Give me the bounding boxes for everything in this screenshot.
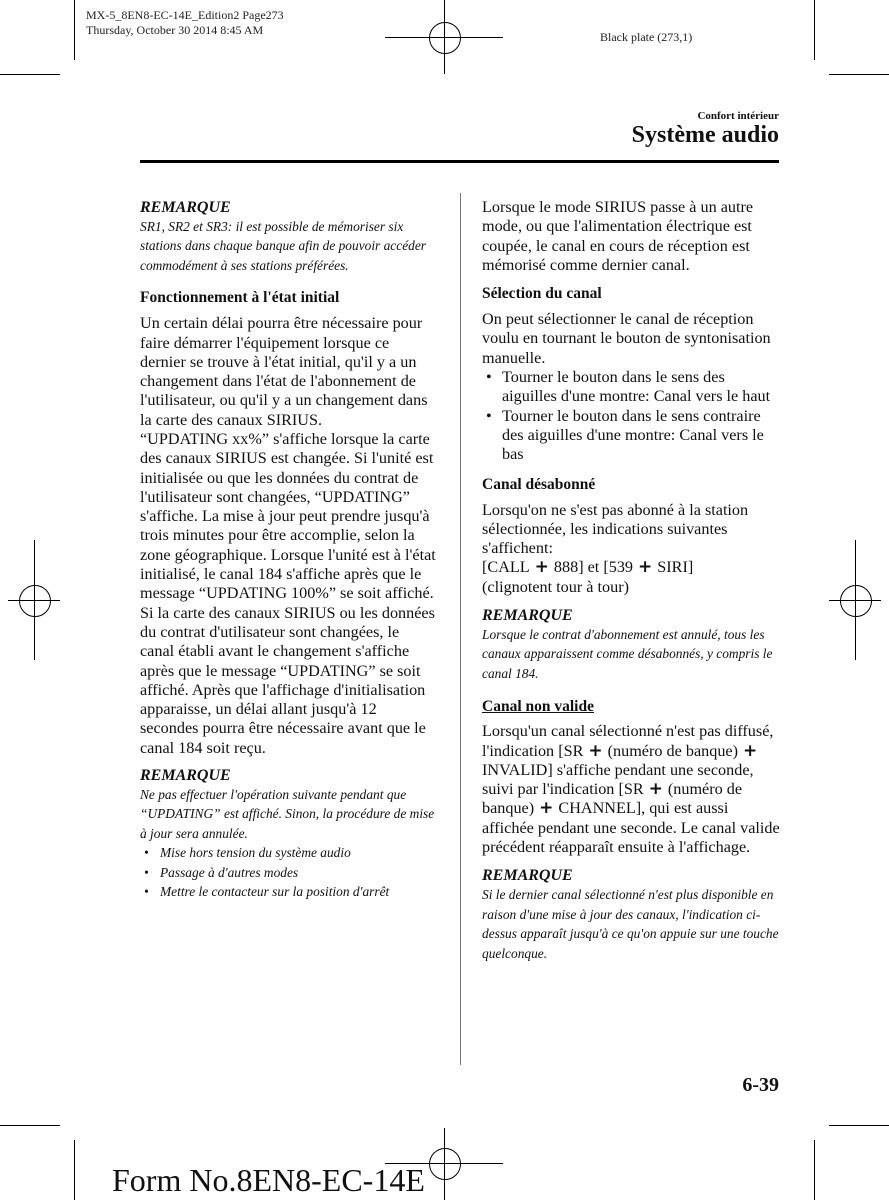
note-heading: REMARQUE <box>140 199 231 216</box>
channel-selection-text: On peut sélectionner le canal de réception voulu en tournant le bouton de syntonisation manuelle. <box>482 310 771 367</box>
note-text: SR1, SR2 et SR3: il est possible de mémoriser six stations dans chaque banque afin de pouvoir accéder commodément à ses stations préférées. <box>140 219 426 273</box>
list-item: • Passage à d'autres modes <box>140 863 437 882</box>
note-text: Lorsque le contrat d'abonnement est annulé, tous les canaux apparaissent comme désabonnés, y compris le canal 184. <box>482 627 773 681</box>
initial-state-para2: “UPDATING xx%” s'affiche lorsque la carte des canaux SIRIUS est changée. Si l'unité est initialisée ou que les données du contrat de l'utilisateur sont changées, “UPDATING” s'affiche. La mise à jour peut prendre jusqu'à trois minutes pour être accomplie, selon la zone géographique. Lorsque l'unité est à l'état initialisé, le canal 184 s'affiche après que le message “UPDATING 100%” se soit affiché. Si la carte des canaux SIRIUS ou les données du contrat d'utilisateur sont changées, le canal établi avant le changement s'affiche après que le message “UPDATING” se soit affiché. Après que l'affichage d'initialisation apparaisse, un délai allant jusqu'à 12 secondes pourra être nécessaire avant que le canal 184 soit reçu. <box>140 430 436 757</box>
list-item: • Mise hors tension du système audio <box>140 843 437 862</box>
invalid-channel-text: Lorsqu'un canal sélectionné n'est pas diffusé, l'indication [SR + (numéro de banque) +INVALID] s'affiche pendant une seconde, suivi par l'indication [SR + (numéro de banque) + CHANNEL], qui est aussi affichée pendant une seconde. Le canal valide précédent réapparaît ensuite à l'affichage. <box>482 722 780 857</box>
title-rule <box>140 160 779 163</box>
plus-icon: + <box>743 740 758 761</box>
unsubscribed-display: [CALL + 888] et [539 + SIRI] <box>482 557 694 578</box>
form-number: Form No.8EN8-EC-14E <box>112 1162 425 1198</box>
initial-state-para1: Un certain délai pourra être nécessaire pour faire démarrer l'équipement lorsque ce dernier se trouve à l'état initial, qu'il y a un changement dans l'état de l'abonnement de l'utilisateur, ou qu'il y a un changement dans la carte des canaux SIRIUS. <box>140 314 428 429</box>
bullet-icon: • <box>144 864 149 880</box>
plus-icon: + <box>648 779 663 800</box>
plus-icon: + <box>638 557 653 578</box>
channel-selection-list <box>482 368 782 464</box>
plate-label: Black plate (273,1) <box>600 30 693 44</box>
section-category: Confort intérieur <box>697 110 779 122</box>
bullet-icon: • <box>144 884 149 900</box>
unsubscribed-text: Lorsqu'on ne s'est pas abonné à la station sélectionnée, les indications suivantes s'affichent: <box>482 500 749 558</box>
bullet-icon: • <box>144 845 149 861</box>
unsubscribed-heading: Canal désabonné <box>482 475 596 493</box>
initial-state-heading: Fonctionnement à l'état initial <box>140 289 340 307</box>
note-heading: REMARQUE <box>140 767 231 785</box>
note-bullet-list <box>140 843 437 901</box>
print-header <box>86 8 284 38</box>
note-heading: REMARQUE <box>482 867 573 885</box>
plus-icon: + <box>539 798 554 819</box>
left-column <box>140 198 437 901</box>
date-line: Thursday, October 30 2014 8:45 AM <box>86 23 264 37</box>
note-text: Ne pas effectuer l'opération suivante pendant que “UPDATING” est affiché. Sinon, la procédure de mise à jour sera annulée. <box>140 787 435 841</box>
note-heading: REMARQUE <box>482 607 573 625</box>
plus-icon: + <box>588 740 603 761</box>
bullet-icon: • <box>486 406 492 425</box>
list-item: • Tourner le bouton dans le sens contraire des aiguilles d'une montre: Canal vers le bas <box>486 406 764 464</box>
list-item: • Mettre le contacteur sur la position d'arrêt <box>140 882 437 901</box>
unsubscribed-blink: (clignotent tour à tour) <box>482 577 629 596</box>
right-column <box>482 198 782 963</box>
note-text: Si le dernier canal sélectionné n'est plus disponible en raison d'une mise à jour des canaux, l'indication ci-dessus apparaît jusqu'à ce qu'on appuie sur une touche quelconque. <box>482 887 779 961</box>
bullet-icon: • <box>486 368 492 387</box>
plus-icon: + <box>534 557 549 578</box>
mode-change-para: Lorsque le mode SIRIUS passe à un autre mode, ou que l'alimentation électrique est coupée, le canal en cours de réception est mémorisé comme dernier canal. <box>482 198 754 274</box>
invalid-channel-heading: Canal non valide <box>482 698 594 716</box>
column-divider <box>460 193 461 1065</box>
list-item: • Tourner le bouton dans le sens des aiguilles d'une montre: Canal vers le haut <box>486 368 771 406</box>
channel-selection-heading: Sélection du canal <box>482 285 602 303</box>
page-title: Système audio <box>631 122 779 148</box>
page-number: 6-39 <box>742 1074 779 1096</box>
file-line: MX-5_8EN8-EC-14E_Edition2 Page273 <box>86 8 284 22</box>
